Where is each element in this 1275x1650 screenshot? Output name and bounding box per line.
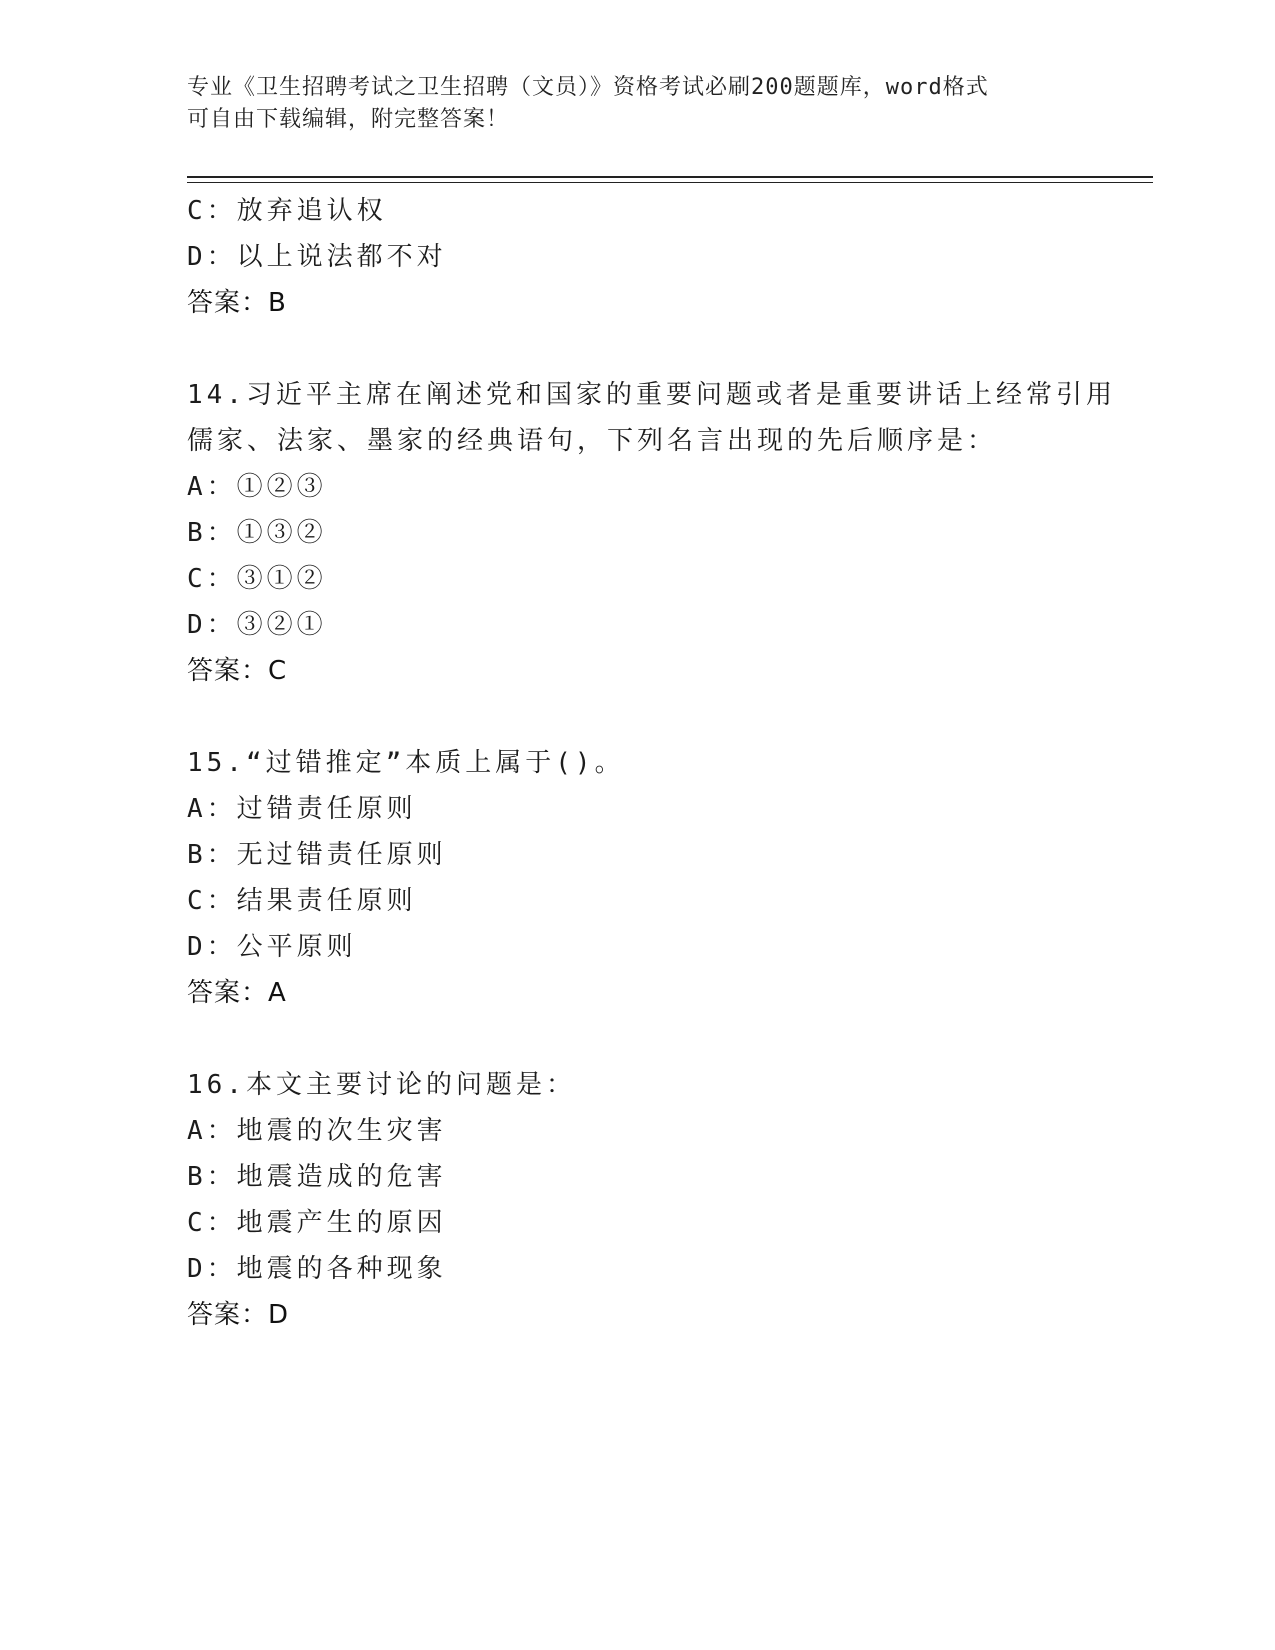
question-fragment	[187, 188, 1147, 326]
question-text: 15.“过错推定”本质上属于()。	[187, 748, 625, 778]
header-line-2: 可自由下载编辑，附完整答案！	[187, 107, 510, 132]
question-text: 儒家、法家、墨家的经典语句，下列名言出现的先后顺序是：	[187, 426, 998, 456]
option-a: A：①②③	[187, 472, 327, 502]
option-c: C：③①②	[187, 564, 327, 594]
spacer	[187, 326, 1147, 372]
question-16	[187, 1062, 1147, 1338]
option-c: C：地震产生的原因	[187, 1208, 447, 1238]
option-c: C：放弃追认权	[187, 196, 387, 226]
document-header	[187, 72, 1087, 136]
option-d: D：地震的各种现象	[187, 1254, 447, 1284]
header-line-1: 专业《卫生招聘考试之卫生招聘（文员）》资格考试必刷200题题库，word格式	[187, 75, 989, 100]
answer-line: 答案：A	[187, 978, 287, 1008]
question-text: 16.本文主要讨论的问题是：	[187, 1070, 576, 1100]
header-rule-thin	[187, 182, 1153, 183]
option-c: C：结果责任原则	[187, 886, 417, 916]
option-d: D：以上说法都不对	[187, 242, 447, 272]
question-text: 14.习近平主席在阐述党和国家的重要问题或者是重要讲话上经常引用	[187, 380, 1116, 410]
option-d: D：公平原则	[187, 932, 357, 962]
answer-line: 答案：D	[187, 1300, 290, 1330]
option-b: B：①③②	[187, 518, 327, 548]
question-15	[187, 740, 1147, 1016]
answer-line: 答案：C	[187, 656, 288, 686]
header-rule-thick	[187, 176, 1153, 178]
option-b: B：地震造成的危害	[187, 1162, 447, 1192]
question-list	[187, 188, 1147, 1338]
option-a: A：地震的次生灾害	[187, 1116, 447, 1146]
option-b: B：无过错责任原则	[187, 840, 447, 870]
question-14	[187, 372, 1147, 694]
answer-line: 答案：B	[187, 288, 287, 318]
option-d: D：③②①	[187, 610, 327, 640]
option-a: A：过错责任原则	[187, 794, 417, 824]
spacer	[187, 1016, 1147, 1062]
spacer	[187, 694, 1147, 740]
